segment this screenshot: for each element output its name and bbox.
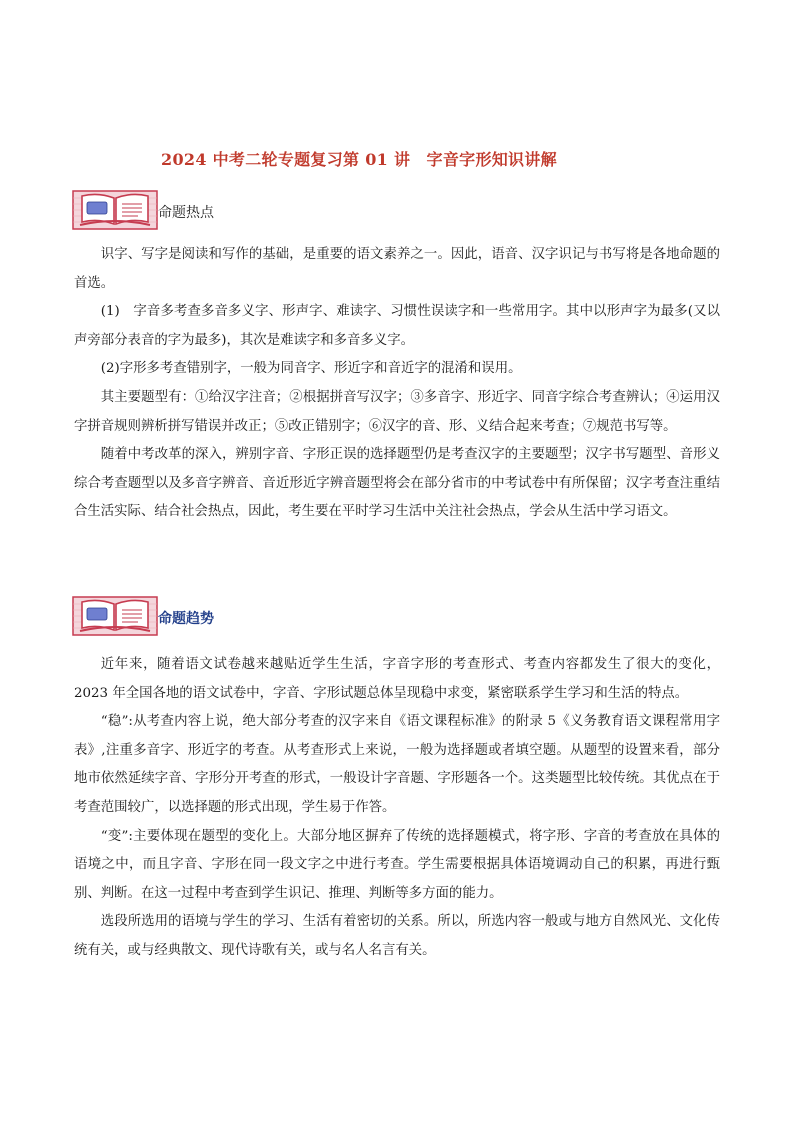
- open-book-icon: [72, 190, 158, 230]
- section-body-trends: [74, 651, 720, 966]
- paragraph: 随着中考改革的深入，辨别字音、字形正误的选择题型仍是考查汉字的主要题型；汉字书写题型、音形义综合考查题型以及多音字辨音、音近形近字辨音题型将会在部分省市的中考试卷中有所保留；汉字考查注重结合生活实际、结合社会热点，因此，考生要在平时学习生活中关注社会热点，学会从生活中学习语文。: [74, 447, 720, 520]
- paragraph: (2)字形多考查错别字，一般为同音字、形近字和音近字的混淆和误用。: [100, 361, 522, 377]
- section-body-hot-topics: [74, 241, 720, 527]
- open-book-icon: [72, 596, 158, 636]
- paragraph: “稳”:从考查内容上说，绝大部分考查的汉字来自《语文课程标准》的附录 5《义务教育语文课程常用字表》,注重多音字、形近字的考查。从考查形式上来说，一般为选择题或者填空题。从题型的设置来看，部分地市依然延续字音、字形分开考查的形式，一般设计字音题、字形题各一个。这类题型比较传统。其优点在于考查范围较广，以选择题的形式出现，学生易于作答。: [74, 714, 720, 815]
- section-label: 命题热点: [158, 205, 214, 221]
- paragraph: “变”:主要体现在题型的变化上。大部分地区摒弃了传统的选择题模式，将字形、字音的考查放在具体的语境之中，而且字音、字形在同一段文字之中进行考查。学生需要根据具体语境调动自己的积累，再进行甄别、判断。在这一过程中考查到学生识记、推理、判断等多方面的能力。: [74, 828, 720, 901]
- document-title: 2024 中考二轮专题复习第 01 讲 字音字形知识讲解: [161, 150, 557, 169]
- paragraph: 其主要题型有：①给汉字注音；②根据拼音写汉字；③多音字、形近字、同音字综合考查辨认；④运用汉字拼音规则辨析拼写错误并改正；⑤改正错别字；⑥汉字的音、形、义结合起来考查；⑦规范书写等。: [74, 389, 720, 434]
- section-label: 命题趋势: [158, 611, 214, 627]
- paragraph: (1) 字音多考查多音多义字、形声字、难读字、习惯性误读字和一些常用字。其中以形声字为最多(又以声旁部分表音的字为最多)，其次是难读字和多音多义字。: [74, 304, 720, 348]
- section-heading-trends: [72, 596, 372, 636]
- paragraph: 选段所选用的语境与学生的学习、生活有着密切的关系。所以，所选内容一般或与地方自然风光、文化传统有关，或与经典散文、现代诗歌有关，或与名人名言有关。: [74, 914, 720, 958]
- section-heading-hot-topics: [72, 190, 372, 230]
- paragraph: 识字、写字是阅读和写作的基础，是重要的语文素养之一。因此，语音、汉字识记与书写将是各地命题的首选。: [74, 247, 720, 291]
- paragraph: 近年来，随着语文试卷越来越贴近学生生活，字音字形的考查形式、考查内容都发生了很大的变化，2023 年全国各地的语文试卷中，字音、字形试题总体呈现稳中求变，紧密联系学生学习和生活的特点。: [74, 657, 720, 701]
